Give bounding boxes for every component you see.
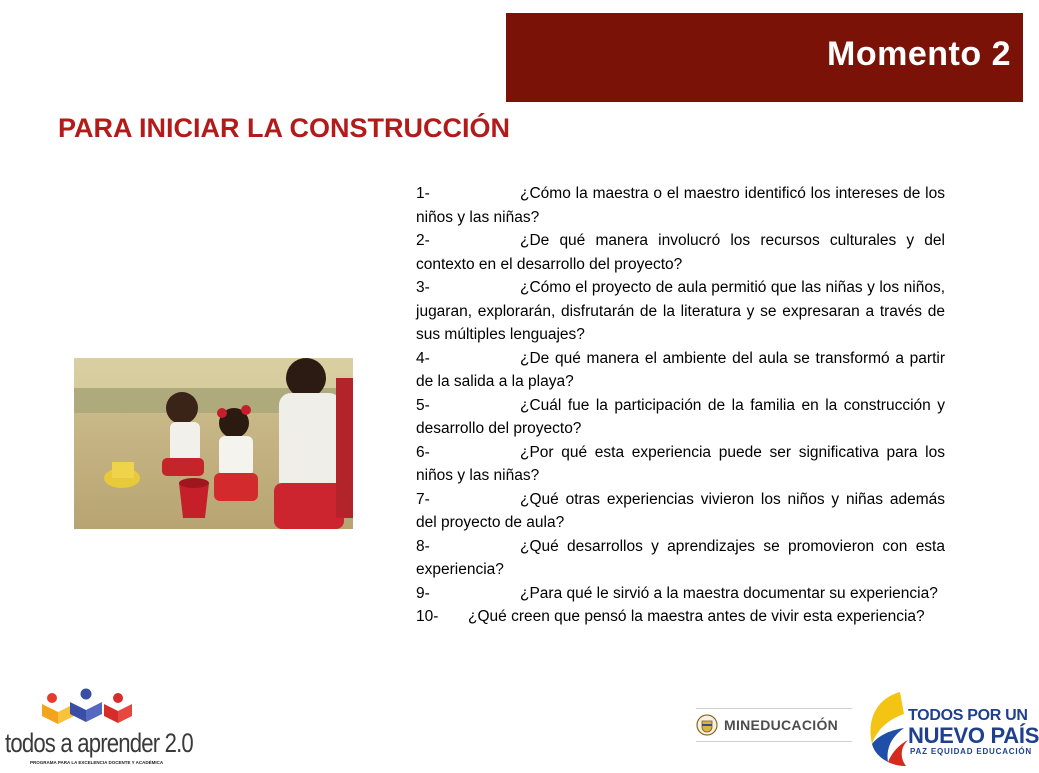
question-number: 7- xyxy=(416,490,430,508)
govt-slogan-line3: PAZ EQUIDAD EDUCACIÓN xyxy=(910,747,1032,756)
page-title: PARA INICIAR LA CONSTRUCCIÓN xyxy=(58,113,510,143)
question-item xyxy=(416,582,945,606)
mineducacion-logo xyxy=(696,708,852,742)
question-text: ¿Cómo la maestra o el maestro identificó los intereses de los niños y las niñas? xyxy=(416,185,945,226)
question-number: 4- xyxy=(416,349,430,367)
question-item xyxy=(416,182,945,229)
question-text: ¿Para qué le sirvió a la maestra documentar su experiencia? xyxy=(520,584,938,602)
coat-of-arms-icon xyxy=(696,714,718,736)
mineducacion-label: MINEDUCACIÓN xyxy=(724,717,839,733)
question-number: 8- xyxy=(416,537,430,555)
question-text: ¿Cuál fue la participación de la familia en la construcción y desarrollo del proyecto? xyxy=(416,396,945,437)
question-number: 9- xyxy=(416,584,430,602)
question-text: ¿Qué desarrollos y aprendizajes se promovieron con esta experiencia? xyxy=(416,537,945,578)
question-item xyxy=(416,535,945,582)
question-item xyxy=(416,441,945,488)
question-number: 3- xyxy=(416,279,430,296)
question-item xyxy=(416,488,945,535)
questions-list xyxy=(416,182,945,629)
question-text: ¿Qué otras experiencias vivieron los niños y niñas además del proyecto de aula? xyxy=(416,490,945,531)
question-item xyxy=(416,347,945,394)
question-number: 2- xyxy=(416,232,430,249)
govt-slogan-line2: NUEVO PAÍS xyxy=(908,723,1039,748)
moment-label: Momento 2 xyxy=(827,35,1011,73)
question-item xyxy=(416,394,945,441)
question-item xyxy=(416,229,945,276)
todos-a-aprender-wordmark: todos a aprender 2.0 xyxy=(5,728,193,758)
question-text: ¿Qué creen que pensó la maestra antes de vivir esta experiencia? xyxy=(468,608,925,625)
question-text: ¿De qué manera el ambiente del aula se transformó a partir de la salida a la playa? xyxy=(416,349,945,390)
question-item xyxy=(416,605,945,629)
question-text: ¿De qué manera involucró los recursos culturales y del contexto en el desarrollo del proyecto? xyxy=(416,232,945,273)
question-item xyxy=(416,276,945,347)
todos-a-aprender-tagline: PROGRAMA PARA LA EXCELENCIA DOCENTE Y ACADÉMICA xyxy=(30,760,164,765)
question-number: 5- xyxy=(416,396,430,414)
children-playing-photo xyxy=(74,358,353,529)
question-text: ¿Cómo el proyecto de aula permitió que las niñas y los niños, jugaran, explorarán, disfrutarán de la literatura y se expresaran a través de sus múltiples lenguajes? xyxy=(416,279,945,343)
question-number: 6- xyxy=(416,443,430,461)
govt-slogan-line1: TODOS POR UN xyxy=(908,707,1028,724)
header-banner xyxy=(506,13,1023,102)
question-text: ¿Por qué esta experiencia puede ser significativa para los niños y las niñas? xyxy=(416,443,945,484)
question-number: 1- xyxy=(416,185,430,202)
question-number: 10- xyxy=(416,608,439,625)
